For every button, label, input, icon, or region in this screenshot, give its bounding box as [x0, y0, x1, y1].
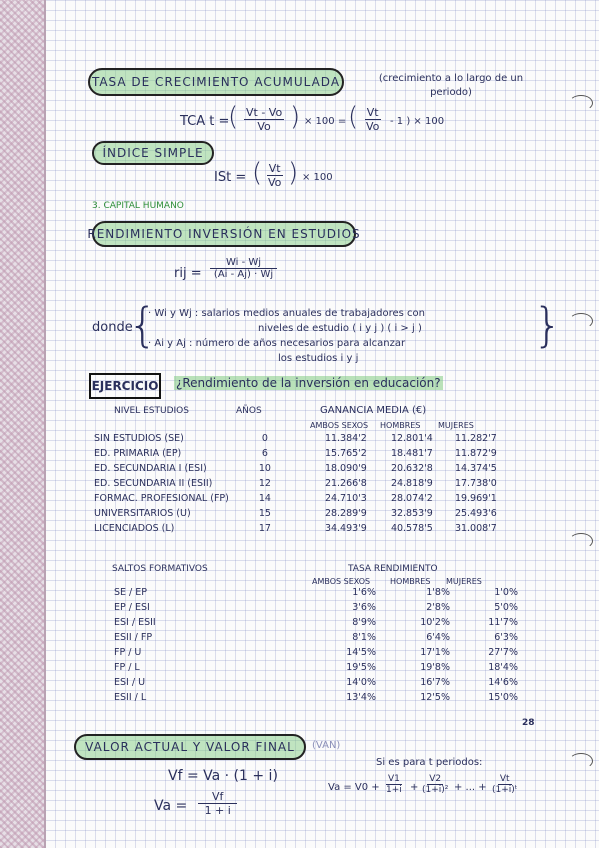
table2-sub-ambos: AMBOS SEXOS	[312, 577, 371, 586]
tca-fraction-2	[364, 106, 381, 133]
nivel-cell: UNIVERSITARIOS (U)	[94, 508, 191, 519]
mujeres-cell: 31.008'7	[454, 523, 497, 534]
ambos-cell: 18.090'9	[324, 463, 367, 474]
va-num: Vf	[198, 790, 237, 804]
paren-close: )	[290, 102, 301, 132]
tca-fraction-1	[244, 106, 284, 133]
mujeres-cell: 25.493'6	[454, 508, 497, 519]
va-fraction	[198, 790, 237, 817]
mujeres-cell: 14.374'5	[454, 463, 497, 474]
nivel-cell: ED. SECUNDARIA II (ESII)	[94, 478, 213, 489]
donde-line-2: niveles de estudio ( i y j ) ( i > j )	[258, 323, 422, 334]
tca-lhs: TCA t =	[180, 114, 230, 129]
rendimiento-num: Wi - Wj	[210, 257, 277, 269]
ambos-cell: 34.493'9	[324, 523, 367, 534]
anos-cell: 6	[261, 448, 268, 459]
table1-sub-ambos: AMBOS SEXOS	[310, 421, 369, 430]
npv-t2-num: V2	[429, 774, 442, 784]
hombres-cell: 32.853'9	[390, 508, 433, 519]
nivel-cell: LICENCIADOS (L)	[94, 523, 175, 534]
mujeres-cell: 11.282'7	[454, 433, 497, 444]
capital-heading: 3. CAPITAL HUMANO	[92, 201, 184, 211]
punch-hole-icon	[569, 753, 593, 769]
table-row	[92, 476, 499, 491]
mujeres-cell: 11.872'9	[454, 448, 497, 459]
table1-header-ganancia: GANANCIA MEDIA (€)	[320, 405, 427, 416]
npv-term-2	[420, 774, 450, 795]
tasa-table	[112, 585, 520, 705]
donde-label: donde	[92, 320, 133, 335]
table-row	[112, 675, 520, 690]
anos-cell: 12	[258, 478, 271, 489]
paren-open: (	[348, 102, 359, 132]
indice-num: Vt	[268, 162, 281, 175]
table-row	[92, 506, 499, 521]
table-row	[112, 690, 520, 705]
anos-cell: 17	[258, 523, 271, 534]
indice-title: ÍNDICE SIMPLE	[92, 141, 214, 165]
mujeres-cell: 15'0%	[488, 692, 518, 703]
salto-cell: SE / EP	[114, 587, 148, 598]
table-row	[112, 660, 520, 675]
table-row	[92, 521, 499, 536]
salto-cell: EP / ESI	[114, 602, 150, 613]
ambos-cell: 13'4%	[346, 692, 376, 703]
rendimiento-title: RENDIMIENTO INVERSIÓN EN ESTUDIOS	[92, 221, 356, 247]
salto-cell: ESII / L	[114, 692, 147, 703]
npv-lhs: Va = V0 +	[328, 782, 380, 793]
page-mark: 28	[522, 718, 535, 728]
paren-open: (	[252, 158, 263, 188]
nivel-cell: ED. PRIMARIA (EP)	[94, 448, 182, 459]
hombres-cell: 6'4%	[426, 632, 450, 643]
table2-sub-mujeres: MUJERES	[446, 577, 482, 586]
tca-f1-num: Vt - Vo	[246, 106, 283, 119]
van-label: (VAN)	[312, 740, 341, 751]
donde-line-1: · Wi y Wj : salarios medios anuales de trabajadores con	[148, 308, 425, 319]
table2-sub-hombres: HOMBRES	[390, 577, 431, 586]
ganancia-table	[92, 431, 499, 536]
mujeres-cell: 14'6%	[488, 677, 518, 688]
anos-cell: 10	[258, 463, 271, 474]
ambos-cell: 19'5%	[346, 662, 376, 673]
anos-cell: 0	[261, 433, 268, 444]
salto-cell: ESII / FP	[114, 632, 153, 643]
indice-den: Vo	[268, 176, 282, 189]
anos-cell: 14	[258, 493, 271, 504]
mujeres-cell: 1'0%	[494, 587, 518, 598]
table-row	[92, 446, 499, 461]
va-lhs: Va =	[154, 798, 188, 814]
tca-mid: × 100 =	[304, 116, 347, 127]
periodos-note: Si es para t periodos:	[376, 757, 483, 768]
ambos-cell: 11.384'2	[324, 433, 367, 444]
ambos-cell: 14'0%	[346, 677, 376, 688]
table2-header-tasa: TASA RENDIMIENTO	[348, 564, 438, 574]
npv-t3-den: (1+i)ᵗ	[492, 785, 518, 795]
indice-fraction	[266, 162, 283, 189]
rendimiento-fraction	[210, 257, 277, 280]
tca-note: (crecimiento a lo largo de un periodo)	[378, 73, 524, 98]
indice-lhs: ISt =	[214, 170, 247, 185]
npv-dots: + ... +	[454, 782, 487, 793]
npv-t1-num: V1	[387, 774, 400, 784]
mujeres-cell: 5'0%	[494, 602, 518, 613]
table1-header-anos: AÑOS	[236, 406, 262, 416]
ambos-cell: 24.710'3	[324, 493, 367, 504]
hombres-cell: 19'8%	[420, 662, 450, 673]
plus-sign: +	[410, 782, 419, 793]
mujeres-cell: 17.738'0	[454, 478, 497, 489]
npv-t3-num: Vt	[499, 774, 510, 784]
table-row	[92, 461, 499, 476]
nivel-cell: SIN ESTUDIOS (SE)	[94, 433, 184, 444]
nivel-cell: FORMAC. PROFESIONAL (FP)	[94, 493, 229, 504]
table1-header-nivel: NIVEL ESTUDIOS	[114, 406, 189, 416]
va-den: 1 + i	[204, 804, 231, 817]
table2-header-saltos: SALTOS FORMATIVOS	[112, 564, 208, 574]
brace-close: }	[533, 298, 563, 352]
hombres-cell: 2'8%	[426, 602, 450, 613]
salto-cell: ESI / U	[114, 677, 146, 688]
table-row	[112, 645, 520, 660]
hombres-cell: 28.074'2	[390, 493, 433, 504]
paren-open: (	[228, 102, 239, 132]
ejercicio-title: ¿Rendimiento de la inversión en educación?	[176, 376, 441, 390]
rendimiento-lhs: rij =	[174, 266, 202, 281]
ambos-cell: 15.765'2	[324, 448, 367, 459]
npv-t1-den: 1+i	[386, 785, 402, 795]
rendimiento-den: (Ai - Aj) · Wj	[213, 269, 274, 280]
punch-hole-icon	[569, 533, 593, 549]
hombres-cell: 17'1%	[420, 647, 450, 658]
punch-hole-icon	[569, 313, 593, 329]
tca-title: TASA DE CRECIMIENTO ACUMULADA	[88, 68, 344, 96]
hombres-cell: 20.632'8	[390, 463, 433, 474]
ambos-cell: 14'5%	[346, 647, 376, 658]
table1-sub-mujeres: MUJERES	[438, 421, 474, 430]
mujeres-cell: 27'7%	[488, 647, 518, 658]
npv-t2-den: (1+i)²	[422, 785, 449, 795]
table-row	[112, 585, 520, 600]
indice-tail: × 100	[302, 172, 333, 183]
ambos-cell: 28.289'9	[324, 508, 367, 519]
spiral-binding-edge	[0, 0, 46, 848]
nivel-cell: ED. SECUNDARIA I (ESI)	[94, 463, 207, 474]
tca-f2-den: Vo	[366, 120, 380, 133]
table-row	[112, 600, 520, 615]
hombres-cell: 24.818'9	[390, 478, 433, 489]
vf-formula: Vf = Va · (1 + i)	[168, 768, 278, 784]
ejercicio-label: EJERCICIO	[89, 373, 161, 399]
salto-cell: FP / L	[114, 662, 140, 673]
hombres-cell: 18.481'7	[390, 448, 433, 459]
table-row	[92, 431, 499, 446]
ambos-cell: 3'6%	[352, 602, 376, 613]
npv-term-3	[490, 774, 519, 795]
tca-f2-num: Vt	[366, 106, 379, 119]
ambos-cell: 1'6%	[352, 587, 376, 598]
hombres-cell: 12.801'4	[390, 433, 433, 444]
anos-cell: 15	[258, 508, 271, 519]
ambos-cell: 8'9%	[352, 617, 376, 628]
hombres-cell: 1'8%	[426, 587, 450, 598]
mujeres-cell: 19.969'1	[454, 493, 497, 504]
hombres-cell: 16'7%	[420, 677, 450, 688]
valor-title: VALOR ACTUAL Y VALOR FINAL	[74, 734, 306, 760]
salto-cell: ESI / ESII	[114, 617, 156, 628]
npv-term-1	[384, 774, 404, 795]
ambos-cell: 8'1%	[352, 632, 376, 643]
table1-sub-hombres: HOMBRES	[380, 421, 421, 430]
ambos-cell: 21.266'8	[324, 478, 367, 489]
table-row	[112, 615, 520, 630]
mujeres-cell: 6'3%	[494, 632, 518, 643]
table-row	[112, 630, 520, 645]
donde-line-3: · Ai y Aj : número de años necesarios para alcanzar	[148, 338, 406, 349]
brace-open: {	[128, 298, 158, 352]
paren-close: )	[288, 158, 299, 188]
table-row	[92, 491, 499, 506]
donde-line-4: los estudios i y j	[278, 353, 359, 364]
hombres-cell: 10'2%	[420, 617, 450, 628]
tca-f1-den: Vo	[257, 120, 271, 133]
mujeres-cell: 18'4%	[488, 662, 518, 673]
salto-cell: FP / U	[114, 647, 142, 658]
hombres-cell: 12'5%	[420, 692, 450, 703]
hombres-cell: 40.578'5	[390, 523, 433, 534]
tca-tail: - 1 ) × 100	[390, 116, 445, 127]
punch-hole-icon	[569, 95, 593, 111]
mujeres-cell: 11'7%	[488, 617, 518, 628]
